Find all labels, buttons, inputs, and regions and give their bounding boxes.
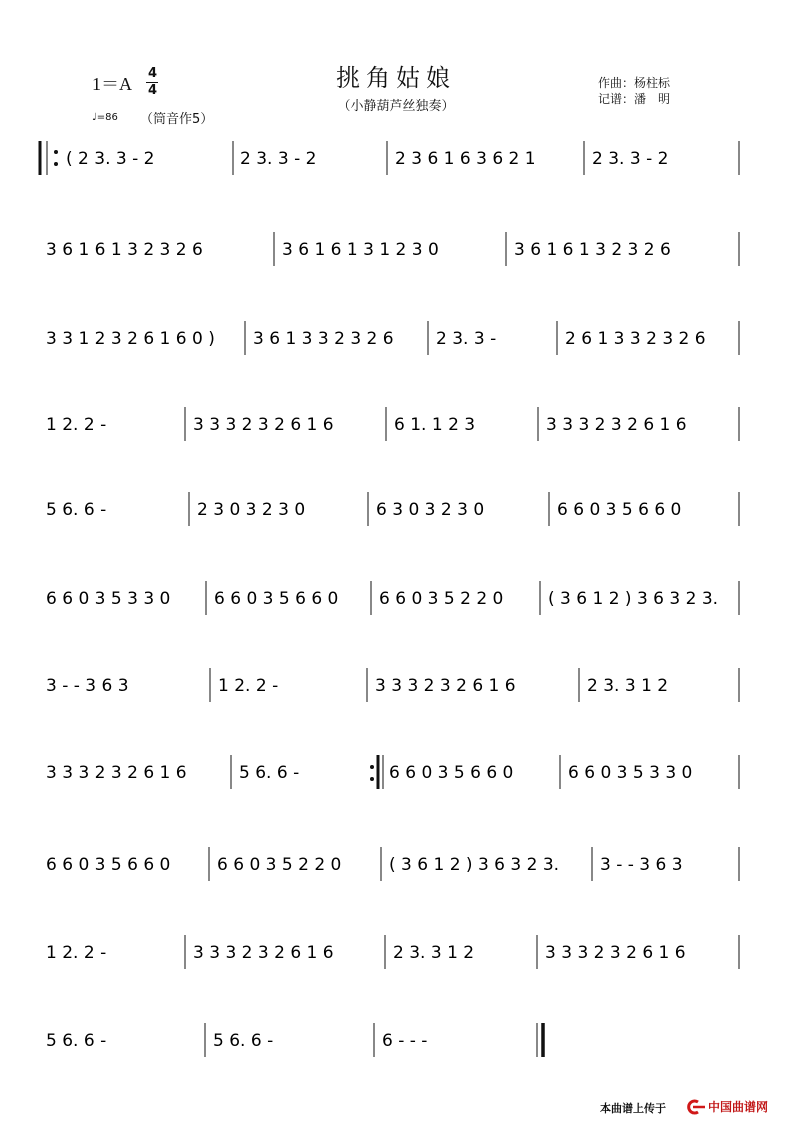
note-row: 3 3 3 2 3 2 6 1 6: [193, 943, 334, 963]
note-row: 5 6. 6 -: [46, 1031, 107, 1051]
repeat-dot: [54, 162, 58, 166]
note-row: 3 3 3 2 3 2 6 1 6: [545, 943, 686, 963]
note-row: 6 6 0 3 5 6 6 0: [557, 500, 682, 520]
note-row: 3 3 3 2 3 2 6 1 6: [193, 415, 334, 435]
note-row: 2 6 1 3 3 2 3 2 6: [565, 329, 706, 349]
note-row: 2 3. 3 1 2: [393, 943, 475, 963]
time-signature-top: 4: [148, 66, 158, 81]
score-line-4: [46, 407, 739, 441]
score-line-6: [46, 581, 739, 615]
note-row: 3 - - 3 6 3: [600, 855, 683, 875]
site-name: 中国曲谱网: [708, 1100, 769, 1114]
key-signature: 1＝A: [92, 74, 132, 94]
note-row: 6 6 0 3 5 6 6 0: [46, 855, 171, 875]
tube-note: （筒音作5）: [140, 112, 214, 127]
note-row: 6 6 0 3 5 6 6 0: [389, 763, 514, 783]
score-line-7: [46, 668, 739, 702]
note-row: 2 3. 3 1 2: [587, 676, 669, 696]
note-row: 3 3 3 2 3 2 6 1 6: [546, 415, 687, 435]
note-row: 5 6. 6 -: [239, 763, 300, 783]
note-row: 1 2. 2 -: [46, 943, 107, 963]
upload-note: 本曲谱上传于: [600, 1102, 666, 1115]
note-row: 1 2. 2 -: [46, 415, 107, 435]
score-line-10: [46, 935, 739, 969]
piece-title: 挑角姑娘: [336, 64, 456, 92]
note-row: 2 3. 3 - 2: [592, 149, 669, 169]
note-row: 3 6 1 6 1 3 2 3 2 6: [514, 240, 671, 260]
score-line-11: [46, 1023, 543, 1057]
note-row: 1 2. 2 -: [218, 676, 279, 696]
note-row: 3 6 1 3 3 2 3 2 6: [253, 329, 394, 349]
note-row: 3 3 3 2 3 2 6 1 6: [375, 676, 516, 696]
note-row: 5 6. 6 -: [46, 500, 107, 520]
transcriber-credit: 记谱：潘 明: [598, 92, 671, 106]
note-row: 3 3 3 2 3 2 6 1 6: [46, 763, 187, 783]
repeat-end-dot: [370, 765, 374, 769]
repeat-end-dot: [370, 777, 374, 781]
note-row: 3 6 1 6 1 3 2 3 2 6: [46, 240, 203, 260]
score-line-5: [46, 492, 739, 526]
note-row: 2 3. 3 - 2: [240, 149, 317, 169]
note-row: ( 3 6 1 2 ) 3 6 3 2 3.: [389, 855, 560, 875]
score-line-2: [46, 232, 739, 266]
note-row: 2 3. 3 -: [436, 329, 497, 349]
score-line-9: [46, 847, 739, 881]
note-row: 2 3 0 3 2 3 0: [197, 500, 306, 520]
note-row: 3 3 1 2 3 2 6 1 6 0 ): [46, 329, 215, 349]
note-row: 6 6 0 3 5 2 2 0: [379, 589, 504, 609]
score-line-8: [46, 755, 739, 789]
repeat-dot: [54, 150, 58, 154]
note-row: 6 6 0 3 5 3 3 0: [46, 589, 171, 609]
score-line-1: [40, 141, 739, 175]
note-row: 6 1. 1 2 3: [394, 415, 476, 435]
composer-credit: 作曲：杨柱标: [598, 76, 671, 90]
note-row: ( 3 6 1 2 ) 3 6 3 2 3.: [548, 589, 719, 609]
note-row: 6 6 0 3 5 2 2 0: [217, 855, 342, 875]
note-row: 5 6. 6 -: [213, 1031, 274, 1051]
note-row: 3 6 1 6 1 3 1 2 3 0: [282, 240, 439, 260]
note-row: 2 3 6 1 6 3 6 2 1: [395, 149, 536, 169]
note-row: 6 3 0 3 2 3 0: [376, 500, 485, 520]
note-row: ( 2 3. 3 - 2: [66, 149, 155, 169]
note-row: 6 6 0 3 5 3 3 0: [568, 763, 693, 783]
tempo-marking: ♩=86: [92, 112, 118, 123]
score-line-3: [46, 321, 739, 355]
note-row: 6 - - -: [382, 1031, 428, 1051]
piece-subtitle: （小静葫芦丝独奏）: [337, 99, 455, 114]
time-signature-bottom: 4: [148, 83, 158, 98]
note-row: 3 - - 3 6 3: [46, 676, 129, 696]
note-row: 6 6 0 3 5 6 6 0: [214, 589, 339, 609]
